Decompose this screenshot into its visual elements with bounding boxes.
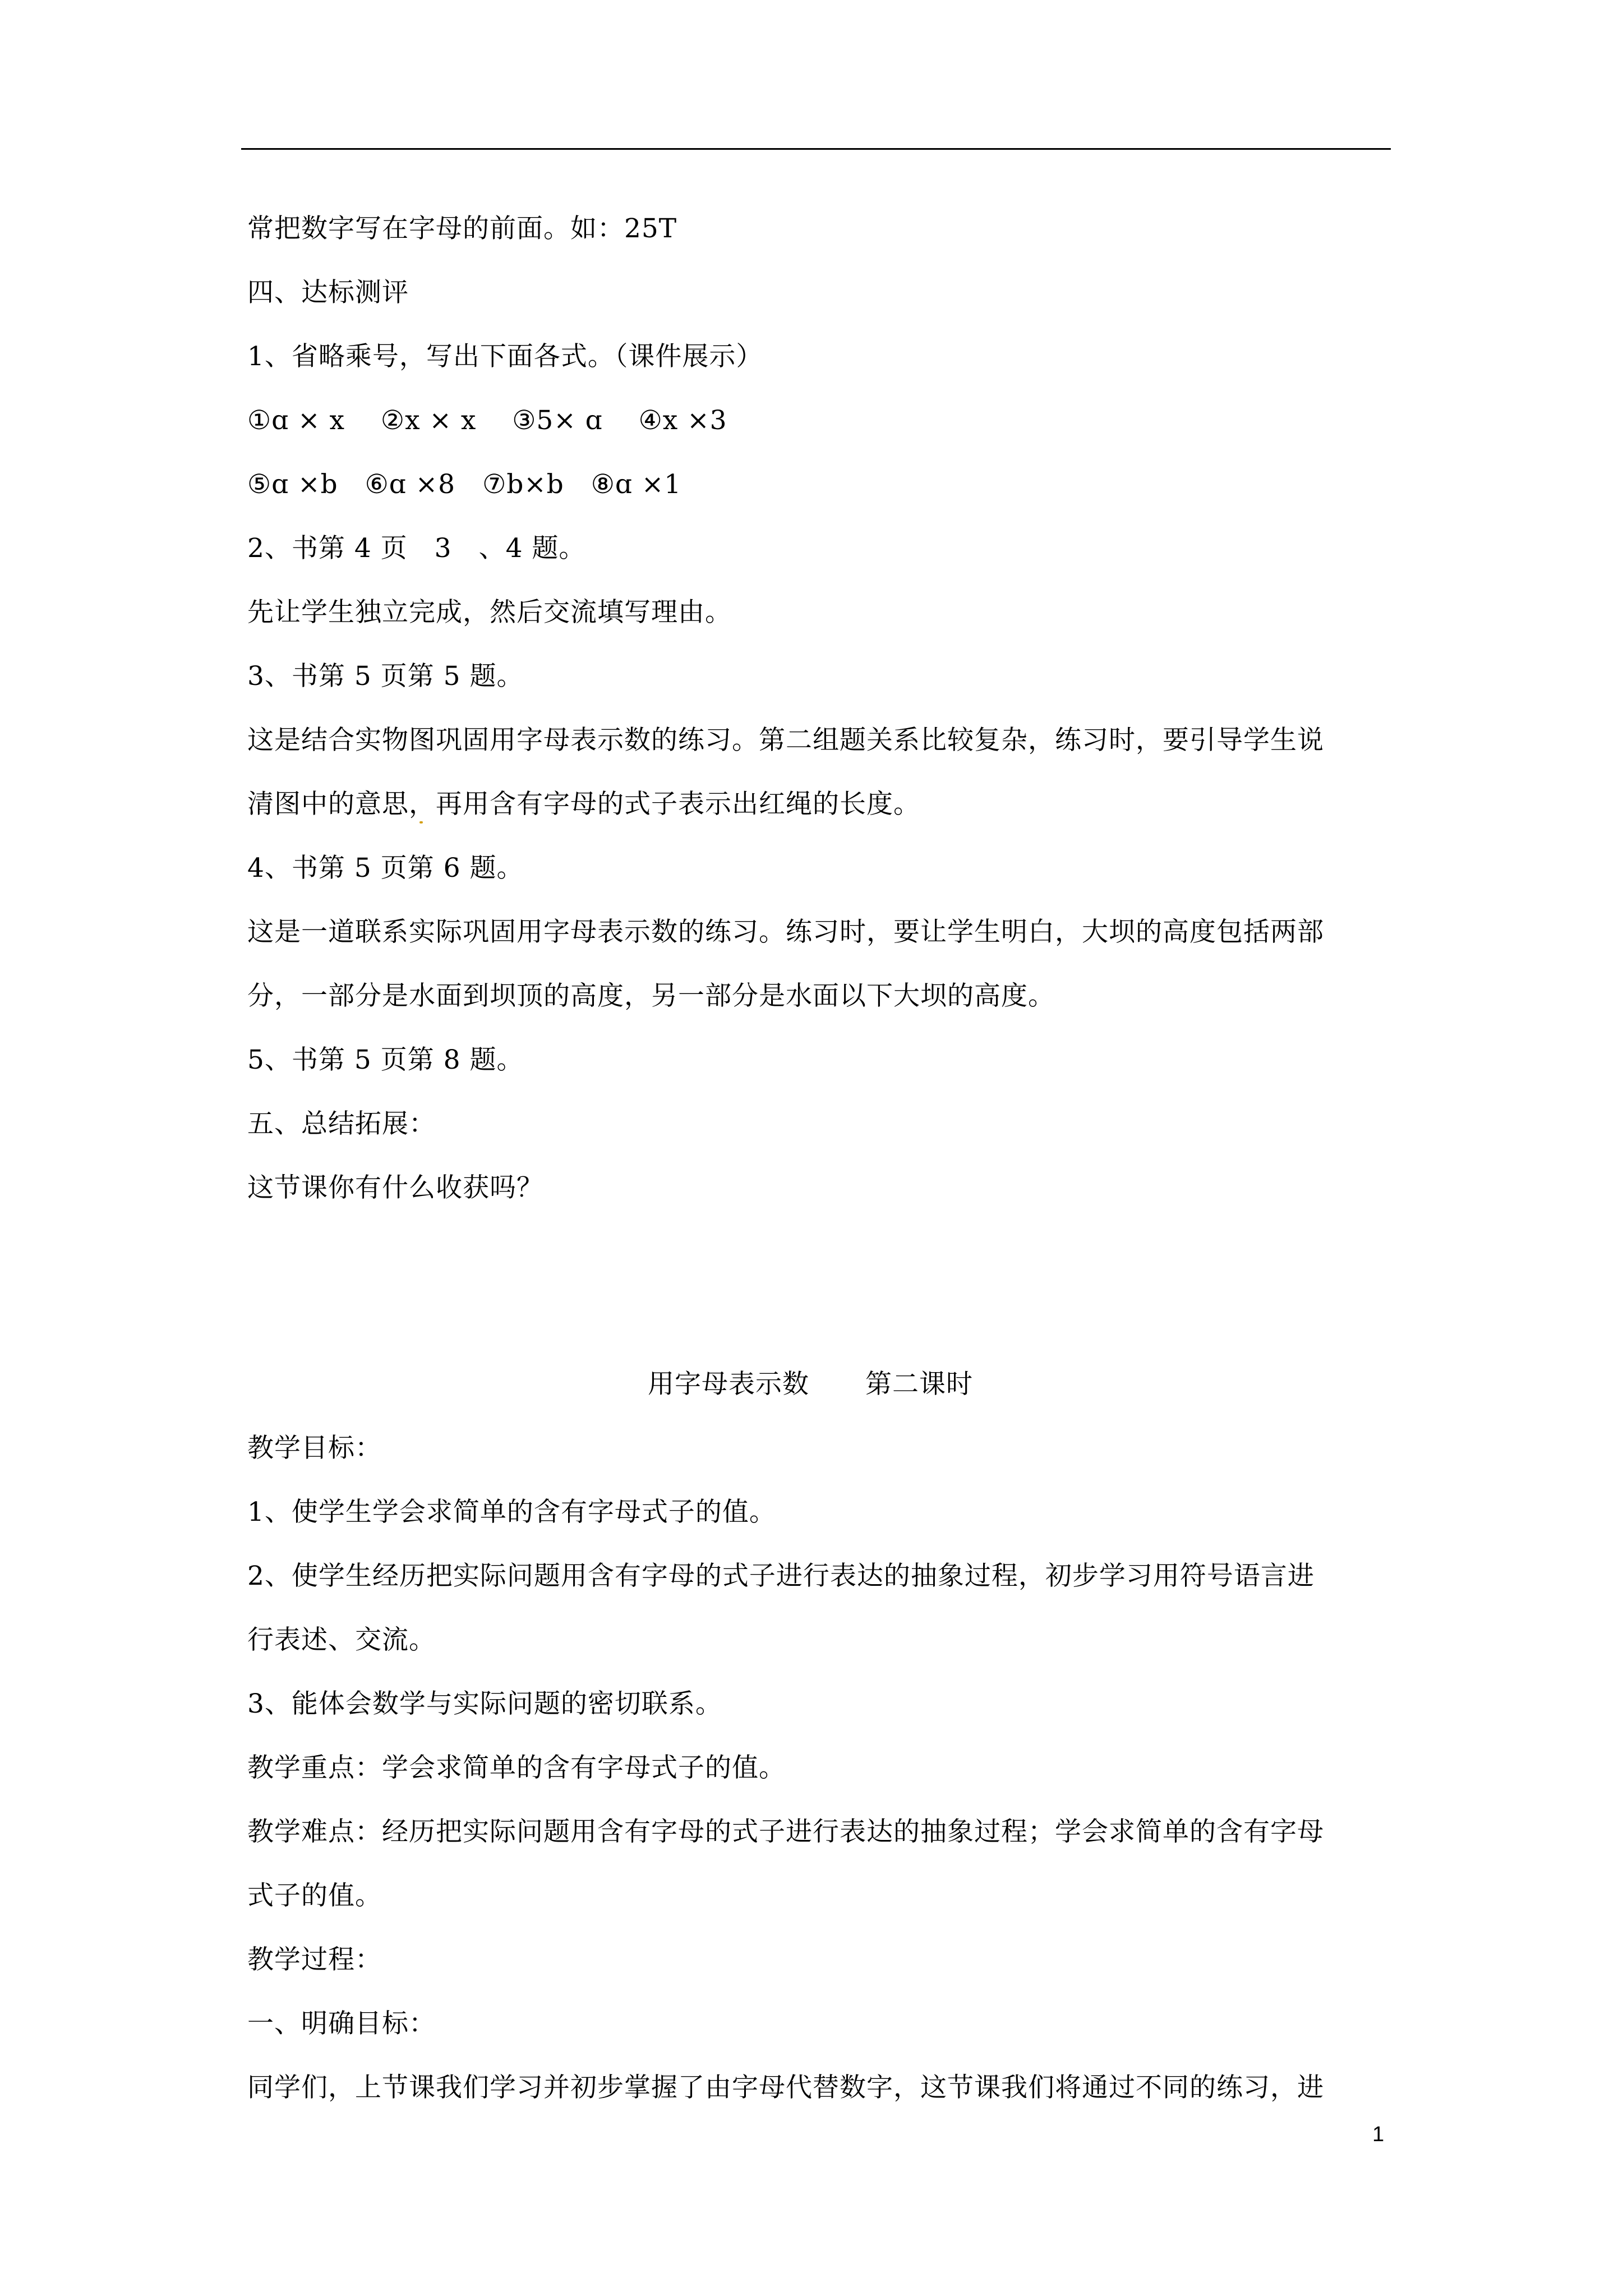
text-line: 这节课你有什么收获吗？ <box>247 1172 543 1203</box>
exercise-row: ①ɑ × x ②x × x ③5× ɑ ④x ×3 <box>247 405 727 436</box>
text-line: 先让学生独立完成，然后交流填写理由。 <box>247 597 732 628</box>
text-line: 这是一道联系实际巩固用字母表示数的练习。练习时，要让学生明白，大坝的高度包括两部 <box>247 917 1324 947</box>
section-heading: 教学过程： <box>247 1944 382 1975</box>
text-line: 分，一部分是水面到坝顶的高度，另一部分是水面以下大坝的高度。 <box>247 981 1055 1011</box>
text-line: 3、能体会数学与实际问题的密切联系。 <box>247 1688 722 1719</box>
text-line: 4、书第 5 页第 6 题。 <box>247 853 524 884</box>
header-rule <box>241 148 1391 150</box>
text-line: 2、使学生经历把实际问题用含有字母的式子进行表达的抽象过程，初步学习用符号语言进 <box>247 1561 1315 1591</box>
section-heading: 四、达标测评 <box>247 277 409 308</box>
text-line: 3、书第 5 页第 5 题。 <box>247 661 524 692</box>
page-number: 1 <box>1372 2123 1385 2146</box>
text-line: 行表述、交流。 <box>247 1625 436 1655</box>
text-line: 清图中的意思，再用含有字母的式子表示出红绳的长度。 <box>247 789 920 820</box>
text-line: 2、书第 4 页 3 、4 题。 <box>247 533 586 564</box>
section-heading: 一、明确目标： <box>247 2008 436 2039</box>
section-heading: 五、总结拓展： <box>247 1108 436 1139</box>
section-heading: 教学目标： <box>247 1433 382 1464</box>
text-line: 5、书第 5 页第 8 题。 <box>247 1045 524 1075</box>
lesson-title-sub: 第二课时 <box>865 1369 973 1400</box>
text-line: 式子的值。 <box>247 1880 382 1911</box>
lesson-title-main: 用字母表示数 <box>648 1369 809 1400</box>
exercise-row: ⑤ɑ ×b ⑥ɑ ×8 ⑦b×b ⑧ɑ ×1 <box>247 469 682 500</box>
text-line: 教学难点：经历把实际问题用含有字母的式子进行表达的抽象过程；学会求简单的含有字母 <box>247 1816 1324 1847</box>
text-line: 1、省略乘号，写出下面各式。（课件展示） <box>247 341 763 372</box>
annotation-mark <box>419 821 423 823</box>
text-line: 这是结合实物图巩固用字母表示数的练习。第二组题关系比较复杂，练习时，要引导学生说 <box>247 725 1324 756</box>
text-line: 常把数字写在字母的前面。如：25T <box>247 213 677 244</box>
lesson-title <box>648 1368 973 1401</box>
text-line: 教学重点：学会求简单的含有字母式子的值。 <box>247 1752 786 1783</box>
text-line: 同学们，上节课我们学习并初步掌握了由字母代替数字，这节课我们将通过不同的练习，进 <box>247 2072 1324 2103</box>
text-line: 1、使学生学会求简单的含有字母式子的值。 <box>247 1497 776 1527</box>
